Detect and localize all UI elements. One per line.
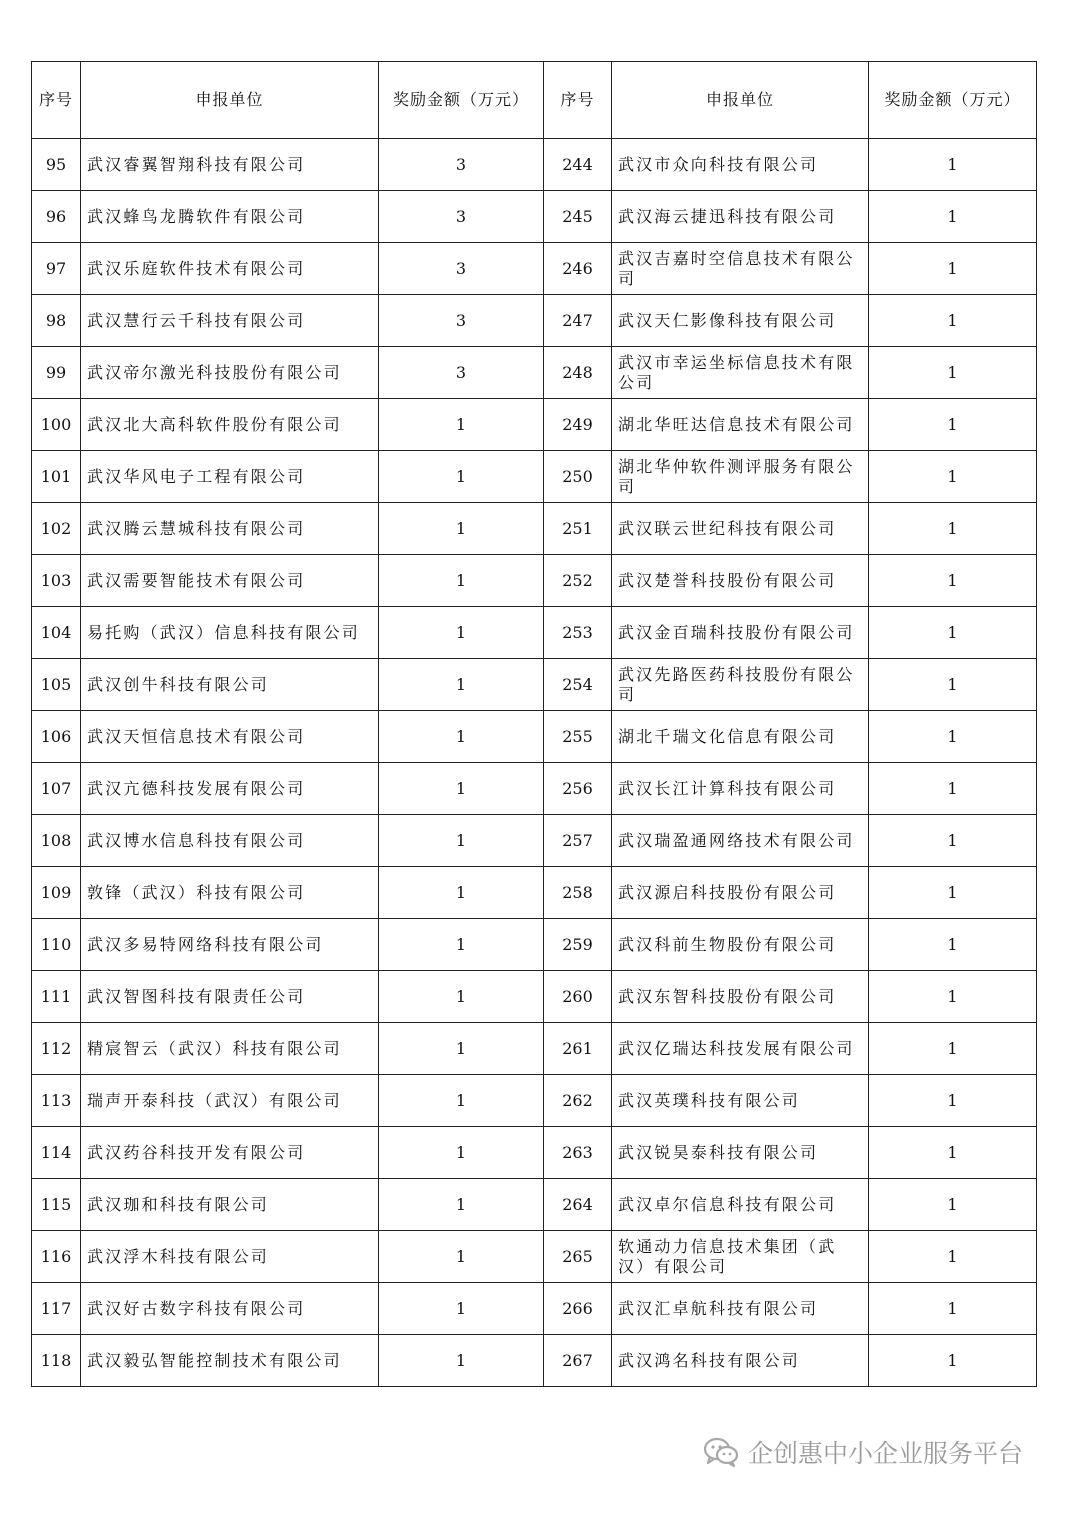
- cell-unit-right: 武汉市众向科技有限公司: [612, 139, 869, 191]
- header-row: [32, 62, 1037, 139]
- cell-amount-left: 1: [379, 919, 544, 971]
- cell-amount-right: 1: [869, 451, 1037, 503]
- cell-amount-left: 1: [379, 607, 544, 659]
- cell-serial-right: 254: [544, 659, 612, 711]
- cell-amount-left: 3: [379, 243, 544, 295]
- cell-amount-left: 1: [379, 971, 544, 1023]
- table-row: [32, 1231, 1037, 1283]
- table-row: [32, 347, 1037, 399]
- cell-serial-right: 246: [544, 243, 612, 295]
- cell-unit-right: 武汉楚誉科技股份有限公司: [612, 555, 869, 607]
- cell-unit-left: 武汉乐庭软件技术有限公司: [81, 243, 379, 295]
- cell-serial-right: 266: [544, 1283, 612, 1335]
- cell-amount-left: 3: [379, 295, 544, 347]
- cell-amount-right: 1: [869, 867, 1037, 919]
- table-row: [32, 555, 1037, 607]
- table-row: [32, 971, 1037, 1023]
- cell-serial-left: 96: [32, 191, 81, 243]
- cell-serial-left: 98: [32, 295, 81, 347]
- cell-amount-right: 1: [869, 295, 1037, 347]
- cell-amount-left: 1: [379, 867, 544, 919]
- cell-unit-left: 精宸智云（武汉）科技有限公司: [81, 1023, 379, 1075]
- cell-amount-right: 1: [869, 399, 1037, 451]
- cell-serial-left: 107: [32, 763, 81, 815]
- cell-serial-left: 106: [32, 711, 81, 763]
- cell-amount-right: 1: [869, 659, 1037, 711]
- watermark-text: 企创惠中小企业服务平台: [748, 1439, 1024, 1468]
- cell-unit-left: 武汉天恒信息技术有限公司: [81, 711, 379, 763]
- table-row: [32, 191, 1037, 243]
- cell-unit-left: 武汉珈和科技有限公司: [81, 1179, 379, 1231]
- cell-serial-left: 118: [32, 1335, 81, 1387]
- cell-unit-right: 武汉科前生物股份有限公司: [612, 919, 869, 971]
- cell-amount-right: 1: [869, 503, 1037, 555]
- cell-unit-right: 武汉卓尔信息科技有限公司: [612, 1179, 869, 1231]
- table-row: [32, 659, 1037, 711]
- cell-serial-left: 115: [32, 1179, 81, 1231]
- cell-serial-left: 105: [32, 659, 81, 711]
- cell-unit-left: 武汉好古数字科技有限公司: [81, 1283, 379, 1335]
- cell-unit-left: 武汉博水信息科技有限公司: [81, 815, 379, 867]
- table-row: [32, 139, 1037, 191]
- cell-unit-right: 软通动力信息技术集团（武汉）有限公司: [612, 1231, 869, 1283]
- cell-amount-left: 1: [379, 451, 544, 503]
- cell-serial-right: 262: [544, 1075, 612, 1127]
- cell-serial-right: 250: [544, 451, 612, 503]
- header-amount-left: 奖励金额（万元）: [379, 62, 544, 139]
- cell-unit-right: 武汉吉嘉时空信息技术有限公司: [612, 243, 869, 295]
- cell-amount-left: 1: [379, 1179, 544, 1231]
- cell-serial-left: 110: [32, 919, 81, 971]
- cell-unit-right: 武汉海云捷迅科技有限公司: [612, 191, 869, 243]
- cell-amount-left: 1: [379, 1023, 544, 1075]
- cell-amount-right: 1: [869, 1023, 1037, 1075]
- cell-amount-left: 1: [379, 711, 544, 763]
- table-header: [32, 62, 1037, 139]
- cell-amount-right: 1: [869, 555, 1037, 607]
- cell-serial-left: 99: [32, 347, 81, 399]
- cell-unit-right: 武汉先路医药科技股份有限公司: [612, 659, 869, 711]
- cell-amount-left: 1: [379, 1127, 544, 1179]
- awards-table: [31, 61, 1037, 1387]
- table-row: [32, 295, 1037, 347]
- cell-serial-right: 247: [544, 295, 612, 347]
- cell-unit-right: 湖北千瑞文化信息有限公司: [612, 711, 869, 763]
- header-amount-right: 奖励金额（万元）: [869, 62, 1037, 139]
- cell-serial-right: 252: [544, 555, 612, 607]
- cell-unit-right: 湖北华旺达信息技术有限公司: [612, 399, 869, 451]
- cell-unit-left: 易托购（武汉）信息科技有限公司: [81, 607, 379, 659]
- cell-amount-right: 1: [869, 1283, 1037, 1335]
- table-row: [32, 1335, 1037, 1387]
- cell-unit-right: 武汉长江计算科技有限公司: [612, 763, 869, 815]
- cell-serial-right: 264: [544, 1179, 612, 1231]
- cell-amount-left: 1: [379, 659, 544, 711]
- cell-unit-right: 武汉联云世纪科技有限公司: [612, 503, 869, 555]
- table-row: [32, 607, 1037, 659]
- cell-unit-left: 武汉毅弘智能控制技术有限公司: [81, 1335, 379, 1387]
- cell-serial-left: 95: [32, 139, 81, 191]
- cell-serial-left: 104: [32, 607, 81, 659]
- cell-serial-right: 263: [544, 1127, 612, 1179]
- cell-amount-right: 1: [869, 763, 1037, 815]
- cell-unit-right: 武汉英璞科技有限公司: [612, 1075, 869, 1127]
- cell-unit-left: 武汉药谷科技开发有限公司: [81, 1127, 379, 1179]
- cell-unit-left: 武汉多易特网络科技有限公司: [81, 919, 379, 971]
- table-row: [32, 867, 1037, 919]
- table-row: [32, 815, 1037, 867]
- cell-serial-left: 97: [32, 243, 81, 295]
- cell-serial-left: 117: [32, 1283, 81, 1335]
- cell-amount-right: 1: [869, 1075, 1037, 1127]
- cell-serial-right: 259: [544, 919, 612, 971]
- cell-unit-left: 武汉亢德科技发展有限公司: [81, 763, 379, 815]
- table-row: [32, 503, 1037, 555]
- cell-unit-right: 武汉鸿名科技有限公司: [612, 1335, 869, 1387]
- table-row: [32, 919, 1037, 971]
- cell-unit-left: 武汉浮木科技有限公司: [81, 1231, 379, 1283]
- cell-unit-left: 武汉需要智能技术有限公司: [81, 555, 379, 607]
- cell-serial-right: 249: [544, 399, 612, 451]
- cell-unit-left: 武汉蜂鸟龙腾软件有限公司: [81, 191, 379, 243]
- cell-amount-right: 1: [869, 139, 1037, 191]
- cell-amount-right: 1: [869, 1127, 1037, 1179]
- cell-serial-right: 261: [544, 1023, 612, 1075]
- watermark: [702, 1432, 1023, 1472]
- cell-amount-right: 1: [869, 347, 1037, 399]
- cell-amount-right: 1: [869, 1335, 1037, 1387]
- cell-serial-left: 111: [32, 971, 81, 1023]
- cell-unit-right: 武汉亿瑞达科技发展有限公司: [612, 1023, 869, 1075]
- cell-unit-right: 武汉瑞盈通网络技术有限公司: [612, 815, 869, 867]
- cell-unit-right: 武汉天仁影像科技有限公司: [612, 295, 869, 347]
- table-row: [32, 1023, 1037, 1075]
- cell-serial-left: 112: [32, 1023, 81, 1075]
- cell-amount-left: 3: [379, 139, 544, 191]
- cell-amount-left: 1: [379, 399, 544, 451]
- cell-serial-right: 265: [544, 1231, 612, 1283]
- cell-amount-left: 1: [379, 1075, 544, 1127]
- header-unit-left: 申报单位: [81, 62, 379, 139]
- cell-serial-right: 251: [544, 503, 612, 555]
- cell-unit-right: 武汉金百瑞科技股份有限公司: [612, 607, 869, 659]
- cell-serial-right: 256: [544, 763, 612, 815]
- table-row: [32, 399, 1037, 451]
- table-row: [32, 763, 1037, 815]
- cell-serial-right: 245: [544, 191, 612, 243]
- cell-serial-right: 260: [544, 971, 612, 1023]
- cell-unit-right: 武汉源启科技股份有限公司: [612, 867, 869, 919]
- cell-unit-left: 武汉帝尔激光科技股份有限公司: [81, 347, 379, 399]
- table-row: [32, 451, 1037, 503]
- cell-amount-right: 1: [869, 1179, 1037, 1231]
- cell-amount-left: 1: [379, 763, 544, 815]
- cell-unit-right: 武汉市幸运坐标信息技术有限公司: [612, 347, 869, 399]
- table-row: [32, 1127, 1037, 1179]
- cell-amount-right: 1: [869, 815, 1037, 867]
- wechat-icon: [702, 1436, 740, 1468]
- cell-serial-left: 109: [32, 867, 81, 919]
- cell-serial-right: 244: [544, 139, 612, 191]
- table-row: [32, 1075, 1037, 1127]
- cell-amount-left: 1: [379, 503, 544, 555]
- cell-unit-left: 武汉华风电子工程有限公司: [81, 451, 379, 503]
- cell-unit-right: 武汉东智科技股份有限公司: [612, 971, 869, 1023]
- cell-serial-left: 102: [32, 503, 81, 555]
- cell-amount-left: 1: [379, 1283, 544, 1335]
- cell-serial-left: 103: [32, 555, 81, 607]
- header-unit-right: 申报单位: [612, 62, 869, 139]
- cell-unit-left: 武汉创牛科技有限公司: [81, 659, 379, 711]
- cell-amount-right: 1: [869, 971, 1037, 1023]
- cell-amount-left: 1: [379, 1231, 544, 1283]
- cell-unit-left: 武汉慧行云千科技有限公司: [81, 295, 379, 347]
- header-serial-left: 序号: [32, 62, 81, 139]
- cell-serial-left: 114: [32, 1127, 81, 1179]
- cell-serial-left: 100: [32, 399, 81, 451]
- cell-amount-left: 3: [379, 191, 544, 243]
- table-body: [32, 139, 1037, 1387]
- cell-unit-left: 武汉腾云慧城科技有限公司: [81, 503, 379, 555]
- cell-unit-right: 武汉锐昊泰科技有限公司: [612, 1127, 869, 1179]
- cell-amount-right: 1: [869, 607, 1037, 659]
- cell-unit-right: 武汉汇卓航科技有限公司: [612, 1283, 869, 1335]
- cell-serial-left: 116: [32, 1231, 81, 1283]
- cell-unit-left: 敦锋（武汉）科技有限公司: [81, 867, 379, 919]
- cell-serial-left: 101: [32, 451, 81, 503]
- cell-serial-right: 257: [544, 815, 612, 867]
- cell-unit-left: 武汉睿翼智翔科技有限公司: [81, 139, 379, 191]
- cell-serial-right: 255: [544, 711, 612, 763]
- table-row: [32, 243, 1037, 295]
- cell-amount-right: 1: [869, 191, 1037, 243]
- cell-serial-right: 248: [544, 347, 612, 399]
- cell-unit-left: 瑞声开泰科技（武汉）有限公司: [81, 1075, 379, 1127]
- cell-amount-left: 1: [379, 555, 544, 607]
- header-serial-right: 序号: [544, 62, 612, 139]
- cell-serial-right: 267: [544, 1335, 612, 1387]
- cell-serial-left: 113: [32, 1075, 81, 1127]
- cell-amount-left: 1: [379, 1335, 544, 1387]
- cell-serial-right: 258: [544, 867, 612, 919]
- cell-unit-right: 湖北华仲软件测评服务有限公司: [612, 451, 869, 503]
- cell-unit-left: 武汉北大高科软件股份有限公司: [81, 399, 379, 451]
- cell-serial-left: 108: [32, 815, 81, 867]
- cell-amount-left: 3: [379, 347, 544, 399]
- table-row: [32, 1283, 1037, 1335]
- table-row: [32, 711, 1037, 763]
- cell-serial-right: 253: [544, 607, 612, 659]
- cell-amount-right: 1: [869, 1231, 1037, 1283]
- cell-amount-right: 1: [869, 711, 1037, 763]
- table-row: [32, 1179, 1037, 1231]
- cell-amount-left: 1: [379, 815, 544, 867]
- cell-amount-right: 1: [869, 919, 1037, 971]
- cell-unit-left: 武汉智图科技有限责任公司: [81, 971, 379, 1023]
- cell-amount-right: 1: [869, 243, 1037, 295]
